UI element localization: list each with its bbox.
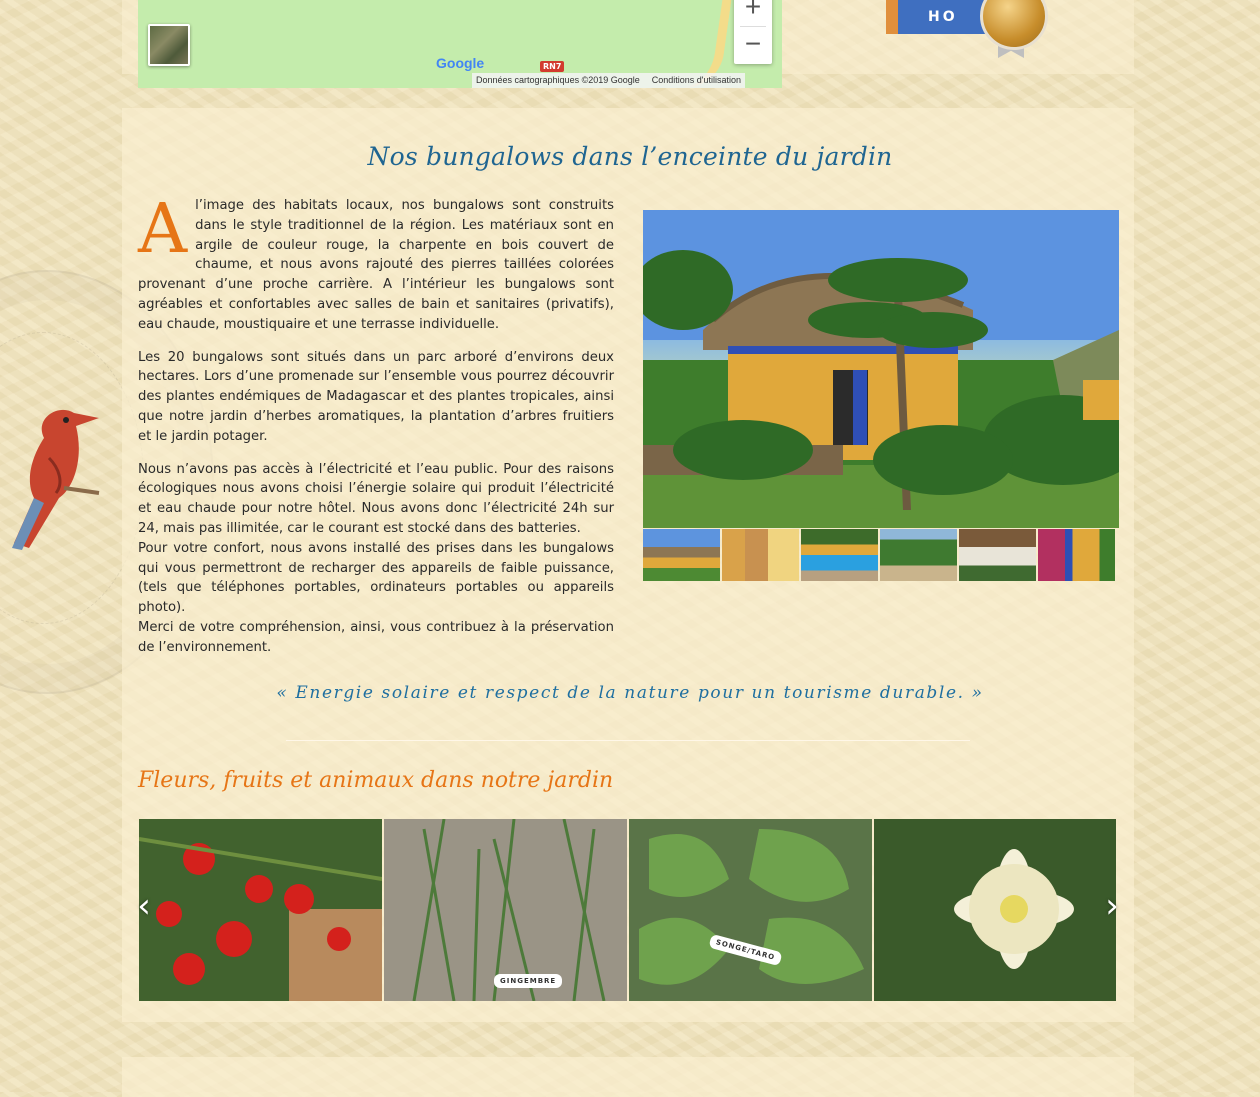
paragraph-1 xyxy=(138,190,614,335)
map-data-credit: Données cartographiques ©2019 Google xyxy=(476,75,640,85)
carousel-next-button[interactable]: › xyxy=(1105,886,1119,926)
carousel-prev-button[interactable]: ‹ xyxy=(137,886,151,926)
taro-label: SONGE/TARO xyxy=(708,934,782,966)
google-map[interactable] xyxy=(138,0,782,88)
thumbnail-1[interactable] xyxy=(643,529,720,581)
carousel-slide-peppers[interactable] xyxy=(139,819,382,1001)
thumbnail-4[interactable] xyxy=(880,529,957,581)
paragraph-4: Pour votre confort, nous avons installé des prises dans les bungalows qui vous permettront de recharger des appareils de faible puissance, (tels que téléphones portables, ordinateurs portables ou appareils photo). xyxy=(138,540,614,616)
paragraph-3: Nous n’avons pas accès à l’électricité et l’eau public. Pour des raisons écologiques nous avons choisi l’énergie solaire qui produit l’électricité et eau chaude pour notre hôtel. Nous avons donc l’électricité 24h sur 24, mais pas illimitée, car le courant est stocké dans des batteries. xyxy=(138,461,614,536)
garden-carousel xyxy=(139,819,1116,1001)
bungalow-photo xyxy=(643,210,1119,528)
thumbnail-2[interactable] xyxy=(722,529,799,581)
quality-badge xyxy=(886,0,1046,58)
zoom-out-button[interactable]: − xyxy=(744,28,762,59)
eco-quote: « Energie solaire et respect de la nature pour un tourisme durable. » xyxy=(276,683,984,703)
bungalow-description xyxy=(138,190,614,658)
map-footer xyxy=(472,73,745,88)
map-terms-link[interactable]: Conditions d'utilisation xyxy=(651,75,742,85)
thumbnail-6[interactable] xyxy=(1038,529,1115,581)
drop-cap: A xyxy=(138,190,188,269)
thumbnail-3[interactable] xyxy=(801,529,878,581)
taro-photo xyxy=(629,819,872,1001)
section-divider xyxy=(286,740,970,741)
carousel-slide-pitaya-flower[interactable] xyxy=(874,819,1116,1001)
ginger-label: GINGEMBRE xyxy=(494,974,562,988)
medal-icon xyxy=(980,0,1048,50)
paragraph-5: Merci de votre compréhension, ainsi, vous contribuez à la préservation de l’environnement. xyxy=(138,619,614,655)
google-logo xyxy=(436,55,484,72)
google-logo-text: Google xyxy=(436,55,485,71)
paragraph-2: Les 20 bungalows sont situés dans un parc arboré d’environs deux hectares. Lors d’une promenade sur l’ensemble vous pourrez découvrir des plantes endémiques de Madagascar et des plantes tropicales, ainsi que notre jardin d’herbes aromatiques, la plantation d’arbres fruitiers et le jardin potager. xyxy=(138,349,614,444)
zoom-in-button[interactable]: + xyxy=(744,0,762,22)
carousel-slide-taro[interactable] xyxy=(629,819,872,1001)
thumbnail-5[interactable] xyxy=(959,529,1036,581)
bird-illustration xyxy=(4,398,114,558)
carousel-slide-ginger[interactable] xyxy=(384,819,627,1001)
badge-logo: HO xyxy=(886,0,996,34)
pitaya-flower-photo xyxy=(874,819,1116,1001)
section-title: Nos bungalows dans l’enceinte du jardin xyxy=(367,142,893,171)
gallery-thumbnails xyxy=(643,529,1115,581)
road-label: RN7 xyxy=(540,61,564,72)
paragraph-1-text: l’image des habitats locaux, nos bungalows sont construits dans le style traditionnel de la région. Les matériaux sont en argile de couleur rouge, la charpente en bois couvert de chaume, et nous avons rajouté des pierres taillées colorées provenant d’une proche carrière. A l’intérieur les bungalows sont agréables et confortables avec salles de bain et sanitaires (privatifs), eau chaude, moustiquaire et une terrasse individuelle. xyxy=(138,198,614,332)
peppers-photo xyxy=(139,819,382,1001)
bottom-panel xyxy=(122,1057,1134,1097)
satellite-toggle-button[interactable] xyxy=(148,24,190,66)
gallery-main-photo[interactable] xyxy=(643,210,1119,528)
garden-section-title: Fleurs, fruits et animaux dans notre jardin xyxy=(138,768,614,793)
zoom-control xyxy=(734,0,772,64)
